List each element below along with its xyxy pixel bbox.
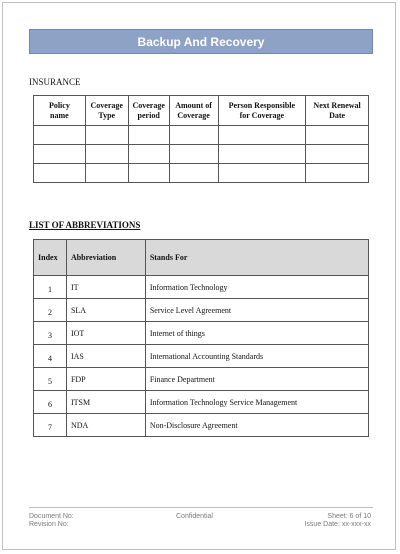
insurance-cell bbox=[306, 145, 369, 164]
footer-issue-date: Issue Date: xx-xxx-xx bbox=[304, 521, 371, 528]
abbreviation-stands-for: Information Technology bbox=[145, 276, 368, 299]
insurance-cell bbox=[128, 145, 169, 164]
abbreviation-index: 4 bbox=[34, 345, 67, 368]
insurance-cell bbox=[34, 126, 86, 145]
abbreviation-index: 2 bbox=[34, 299, 67, 322]
abbreviations-header-row bbox=[34, 240, 369, 276]
abbreviation-row bbox=[34, 345, 369, 368]
abbreviation-index: 5 bbox=[34, 368, 67, 391]
insurance-header-next-renewal: Next Renewal Date bbox=[306, 96, 369, 126]
insurance-cell bbox=[218, 164, 306, 183]
insurance-cell bbox=[218, 145, 306, 164]
abbreviations-heading: LIST OF ABBREVIATIONS bbox=[29, 220, 141, 230]
insurance-cell bbox=[34, 164, 86, 183]
insurance-row bbox=[34, 126, 369, 145]
abbreviation-row bbox=[34, 368, 369, 391]
insurance-cell bbox=[169, 164, 218, 183]
insurance-heading: INSURANCE bbox=[29, 77, 81, 87]
insurance-header-person-responsible: Person Responsible for Coverage bbox=[218, 96, 306, 126]
insurance-table bbox=[33, 95, 369, 183]
abbreviation-index: 1 bbox=[34, 276, 67, 299]
insurance-header-policy-name: Policy name bbox=[34, 96, 86, 126]
abbreviation-row bbox=[34, 299, 369, 322]
abbreviations-header-index: Index bbox=[34, 240, 67, 276]
abbreviation-code: FDP bbox=[66, 368, 145, 391]
insurance-cell bbox=[85, 164, 128, 183]
abbreviation-index: 6 bbox=[34, 391, 67, 414]
abbreviations-header-stands-for: Stands For bbox=[145, 240, 368, 276]
insurance-cell bbox=[128, 126, 169, 145]
abbreviation-code: IOT bbox=[66, 322, 145, 345]
insurance-header-coverage-type: Coverage Type bbox=[85, 96, 128, 126]
insurance-header-row bbox=[34, 96, 369, 126]
abbreviation-row bbox=[34, 276, 369, 299]
abbreviation-row bbox=[34, 322, 369, 345]
abbreviation-stands-for: Service Level Agreement bbox=[145, 299, 368, 322]
abbreviation-row bbox=[34, 391, 369, 414]
footer-divider bbox=[29, 507, 373, 508]
insurance-cell bbox=[85, 145, 128, 164]
abbreviation-index: 7 bbox=[34, 414, 67, 437]
abbreviation-index: 3 bbox=[34, 322, 67, 345]
footer-sheet: Sheet: 6 of 10 bbox=[327, 513, 371, 520]
insurance-cell bbox=[306, 126, 369, 145]
insurance-header-amount: Amount of Coverage bbox=[169, 96, 218, 126]
footer-revision-no: Revision No: bbox=[29, 521, 69, 528]
abbreviations-header-abbreviation: Abbreviation bbox=[66, 240, 145, 276]
abbreviation-code: NDA bbox=[66, 414, 145, 437]
abbreviation-stands-for: Finance Department bbox=[145, 368, 368, 391]
abbreviation-code: SLA bbox=[66, 299, 145, 322]
insurance-cell bbox=[128, 164, 169, 183]
insurance-cell bbox=[34, 145, 86, 164]
abbreviation-stands-for: Non-Disclosure Agreement bbox=[145, 414, 368, 437]
footer-confidential: Confidential bbox=[176, 513, 213, 520]
abbreviations-table bbox=[33, 239, 369, 437]
insurance-cell bbox=[169, 145, 218, 164]
abbreviation-stands-for: International Accounting Standards bbox=[145, 345, 368, 368]
insurance-cell bbox=[306, 164, 369, 183]
insurance-cell bbox=[169, 126, 218, 145]
insurance-cell bbox=[85, 126, 128, 145]
abbreviation-code: IAS bbox=[66, 345, 145, 368]
abbreviation-row bbox=[34, 414, 369, 437]
abbreviation-code: ITSM bbox=[66, 391, 145, 414]
abbreviation-code: IT bbox=[66, 276, 145, 299]
insurance-row bbox=[34, 145, 369, 164]
insurance-header-coverage-period: Coverage period bbox=[128, 96, 169, 126]
document-title: Backup And Recovery bbox=[29, 29, 373, 54]
abbreviation-stands-for: Internet of things bbox=[145, 322, 368, 345]
footer-document-no: Document No: bbox=[29, 513, 74, 520]
insurance-row bbox=[34, 164, 369, 183]
insurance-cell bbox=[218, 126, 306, 145]
abbreviation-stands-for: Information Technology Service Management bbox=[145, 391, 368, 414]
